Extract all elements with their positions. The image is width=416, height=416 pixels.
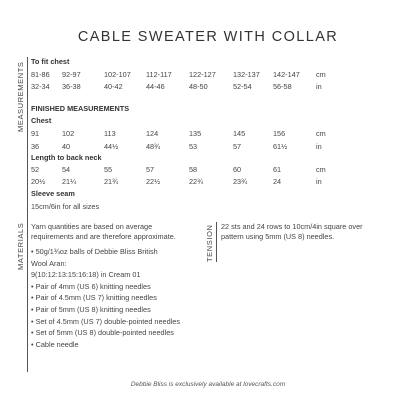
list-item: • Pair of 5mm (US 8) knitting needles <box>31 304 151 314</box>
list-item: • Pair of 4.5mm (US 7) knitting needles <box>31 293 157 303</box>
list-item: • Pair of 4mm (US 6) knitting needles <box>31 281 151 291</box>
tension-rule <box>216 222 217 262</box>
tension-label: TENSION <box>205 224 214 262</box>
list-item: Wool Aran: <box>31 258 67 268</box>
measurements-label: MEASUREMENTS <box>16 61 25 132</box>
sleeve-seam-text: 15cm/6in for all sizes <box>31 202 100 211</box>
pattern-title: CABLE SWEATER WITH COLLAR <box>77 29 339 45</box>
to-fit-chest-heading: To fit chest <box>31 57 70 66</box>
chest-heading: Chest <box>31 116 52 125</box>
footer-note: Debbie Bliss is exclusively available at lovecrafts.com <box>130 381 286 388</box>
materials-label: MATERIALS <box>16 222 25 270</box>
materials-intro: Yarn quantities are based on average requirements and are therefore approximate. <box>31 222 176 242</box>
list-item: 9(10:12:13:15:16:18) in Cream 01 <box>31 270 141 280</box>
sleeve-seam-heading: Sleeve seam <box>31 189 75 198</box>
list-item: • 50g/1¾oz balls of Debbie Bliss British <box>31 247 158 256</box>
list-item: • Set of 5mm (US 8) double-pointed needles <box>31 328 174 338</box>
materials-list <box>31 246 180 350</box>
materials-rule <box>27 222 28 372</box>
list-item: • Cable needle <box>31 339 79 349</box>
tension-text: 22 sts and 24 rows to 10cm/4in square over pattern using 5mm (US 8) needles. <box>221 222 363 242</box>
finished-measurements-heading: FINISHED MEASUREMENTS <box>31 104 130 113</box>
length-heading: Length to back neck <box>31 153 102 162</box>
list-item: • Set of 4.5mm (US 7) double-pointed needles <box>31 316 180 326</box>
